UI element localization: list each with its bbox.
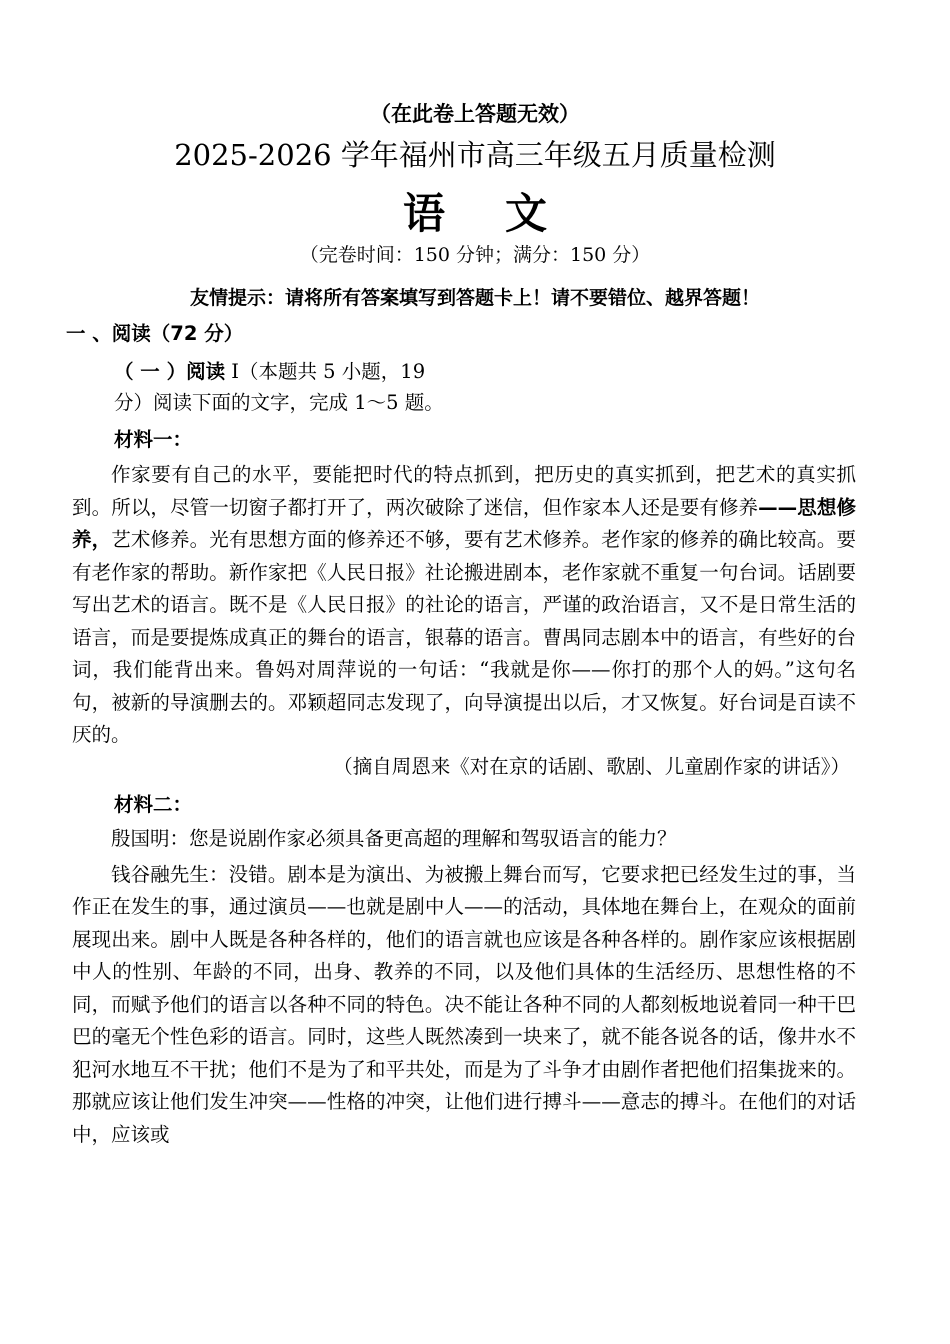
interview-answer: 钱谷融先生：没错。剧本是为演出、为被搬上舞台而写，它要求把已经发生过的事，当作正在发生的事，通过演员——也就是剧中人——的活动，具体地在舞台上，在观众的面前展现出来。剧中人既是各种各样的，他们的语言就也应该是各种各样的。剧作家应该根据剧中人的性别、年龄的不同，出身、教养的不同，以及他们具体的生活经历、思想性格的不同，而赋予他们的语言以各种不同的特色。决不能让各种不同的人都刻板地说着同一种干巴巴的毫无个性色彩的语言。同时，这些人既然凑到一块来了，就不能各说各的话，像井水不犯河水地互不干扰；他们不是为了和平共处，而是为了斗争才由剧作者把他们招集拢来的。那就应该让他们发生冲突——性格的冲突，让他们进行搏斗——意志的搏斗。在他们的对话中，应该或 (72, 862, 856, 1146)
section-heading: 一 、阅读（72 分） (66, 322, 244, 345)
material-2-body (72, 823, 856, 1151)
material-1-paragraph (72, 459, 856, 752)
exam-notice: （在此卷上答题无效） (370, 102, 580, 126)
sub-heading-detail: Ⅰ（本题共 5 小题，19 (225, 360, 426, 383)
material-2-label: 材料二： (114, 793, 193, 816)
material-1-text-b: 艺术修养。光有思想方面的修养还不够，要有艺术修养。老作家的修养的确比较高。要有老作家的帮助。新作家把《人民日报》社论搬进剧本，老作家就不重复一句台词。话剧要写出艺术的语言。既不是《人民日报》的社论的语言，严谨的政治语言，又不是日常生活的语言，而是要提炼成真正的舞台的语言，银幕的语言。曹禺同志剧本中的语言，有些好的台词，我们能背出来。鲁妈对周萍说的一句话：“我就是你——你打的那个人的妈。”这句名句，被新的导演删去的。邓颖超同志发现了，向导演提出以后，才又恢复。好台词是百读不厌的。 (72, 528, 856, 746)
material-1-text-a: 作家要有自己的水平，要能把时代的特点抓到，把历史的真实抓到，把艺术的真实抓到。所以，尽管一切窗子都打开了，两次破除了迷信，但作家本人还是要有修养 (72, 463, 856, 519)
material-1-text-bold: ——思想修养， (72, 495, 856, 551)
material-1-body (72, 459, 856, 752)
reading-instruction: 分）阅读下面的文字，完成 1～5 题。 (114, 391, 444, 414)
friendly-tip: 友情提示：请将所有答案填写到答题卡上！请不要错位、越界答题！ (189, 287, 760, 309)
subject-title: 语文 (402, 189, 607, 238)
interview-question: 殷国明：您是说剧作家必须具备更高超的理解和驾驭语言的能力？ (111, 827, 677, 850)
sub-heading (114, 356, 425, 384)
material-1-label: 材料一： (114, 428, 193, 451)
sub-heading-label: （ 一 ）阅读 (114, 360, 226, 383)
exam-time-info: （完卷时间：150 分钟；满分：150 分） (299, 244, 651, 266)
material-1-citation: （摘自周恩来《对在京的话剧、歌剧、儿童剧作家的讲话》） (333, 755, 850, 778)
exam-title: 2025-2026 学年福州市高三年级五月质量检测 (174, 138, 776, 172)
